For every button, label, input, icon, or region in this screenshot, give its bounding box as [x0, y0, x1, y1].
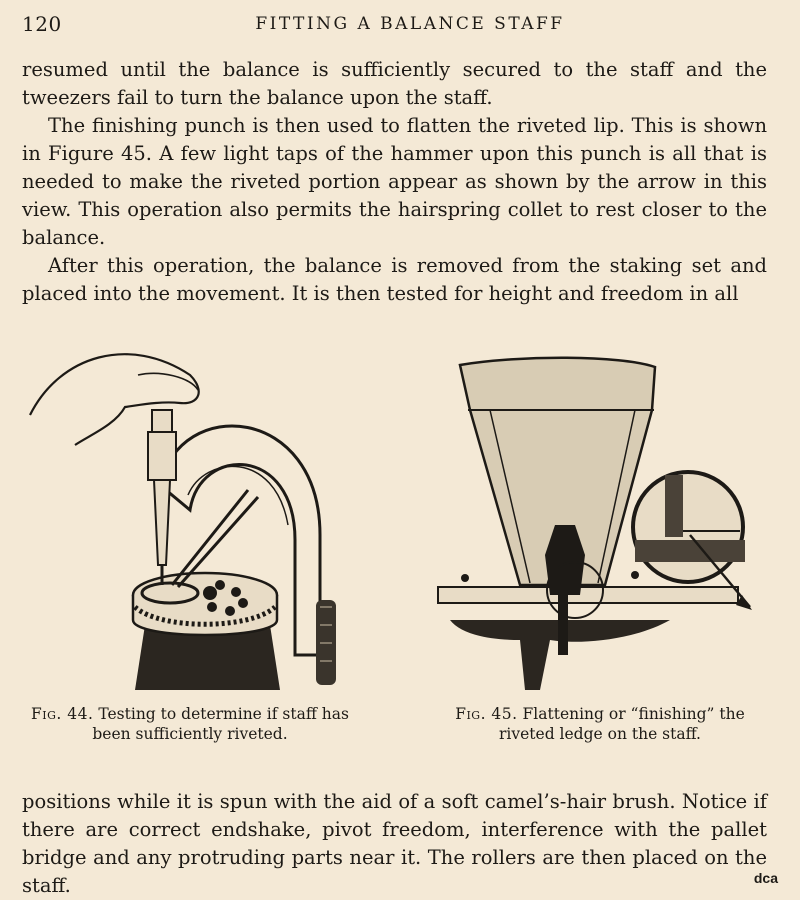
figure-44-illustration [20, 335, 360, 690]
figure-45-label: Fig. 45. [455, 705, 518, 723]
figure-44-caption [30, 704, 350, 744]
paragraph-finishing-punch: The finishing punch is then used to flatten the riveted lip. This is shown in Figure 45. A few light taps of the hammer upon this punch is all that is needed to make the riveted portion appear as shown by the arrow in this view. This operation also permits the hairspring collet to rest closer to the balance. [22, 114, 767, 249]
paragraph-positions: positions while it is spun with the aid of a soft camel’s-hair brush. Notice if there are correct endshake, pivot freedom, interference with the pallet bridge and any protruding parts near it. The rollers are then placed on the staff. [22, 790, 767, 897]
figure-44-caption-text: Testing to determine if staff has been sufficiently riveted. [92, 705, 349, 743]
running-title: FITTING A BALANCE STAFF [255, 14, 565, 34]
figure-44-label: Fig. 44. [31, 705, 94, 723]
watermark: dca [753, 870, 778, 886]
figure-45-caption-text: Flattening or “finishing” the riveted ledge on the staff. [499, 705, 745, 743]
page-number: 120 [22, 12, 62, 36]
top-text-block [22, 56, 767, 308]
bottom-text-block [22, 788, 767, 900]
paragraph-after-operation: After this operation, the balance is removed from the staking set and placed into the movement. It is then tested for height and freedom in all [22, 254, 767, 305]
figure-45-illustration [430, 355, 760, 690]
figure-45-caption [440, 704, 760, 744]
paragraph-continued: resumed until the balance is sufficiently secured to the staff and the tweezers fail to turn the balance upon the staff. [22, 58, 767, 109]
